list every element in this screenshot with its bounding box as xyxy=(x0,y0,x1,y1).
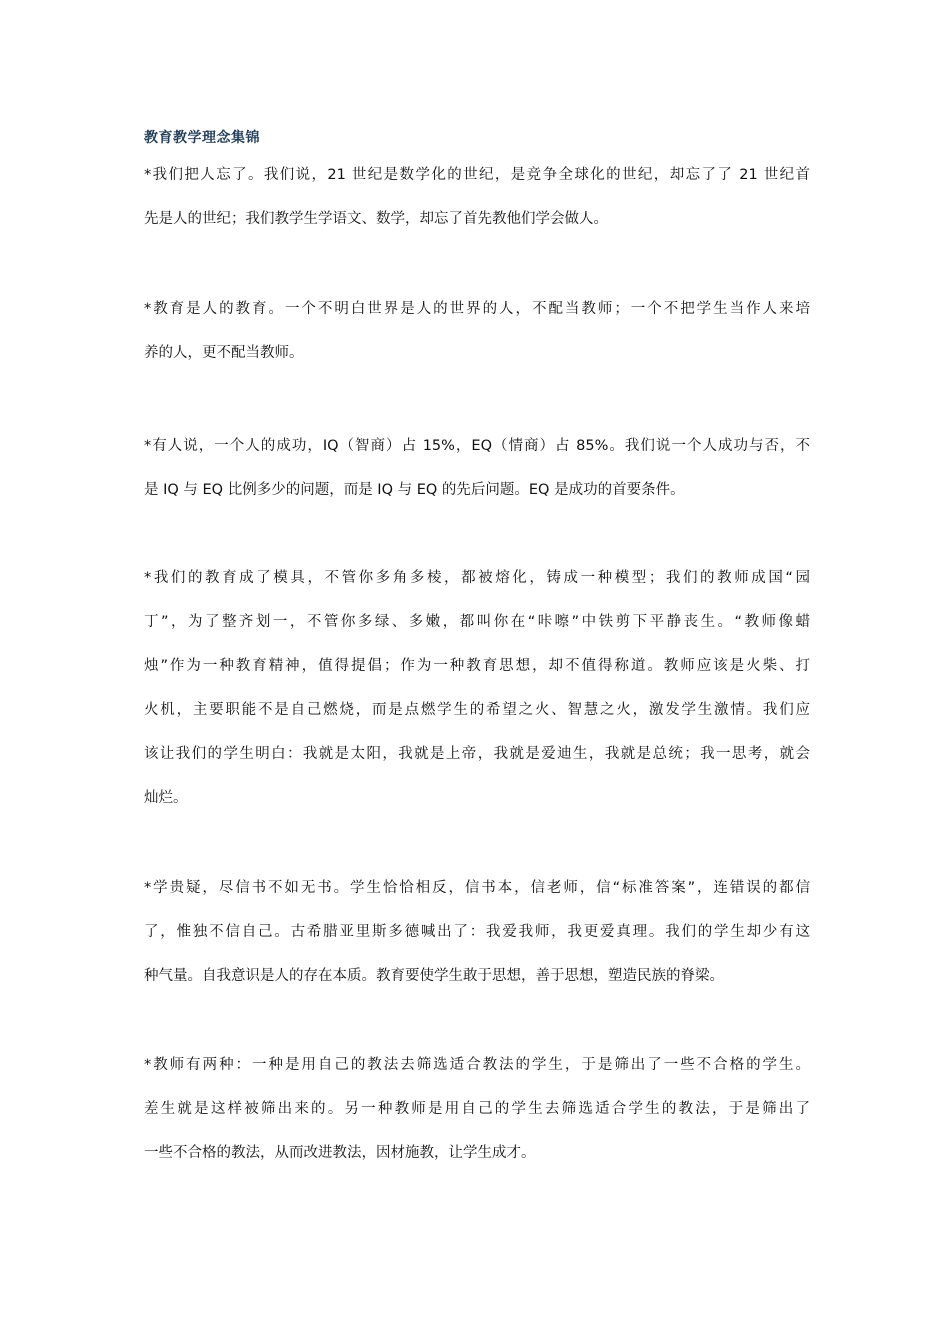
text-line: 灿烂。 xyxy=(144,790,188,806)
text-line: *我们把人忘了。我们说，21 世纪是数学化的世纪，是竞争全球化的世纪，却忘了了 21 世纪首 xyxy=(144,167,810,183)
text-line: *我们的教育成了模具，不管你多角多棱，都被熔化，铸成一种模型；我们的教师成国“园 xyxy=(144,570,810,586)
paragraph-2 xyxy=(144,287,810,375)
paragraph-6 xyxy=(144,1043,810,1175)
paragraph-3 xyxy=(144,424,810,512)
text-line: 先是人的世纪；我们教学生学语文、数学，却忘了首先教他们学会做人。 xyxy=(144,211,608,227)
text-line: 火机，主要职能不是自己燃烧，而是点燃学生的希望之火、智慧之火，激发学生激情。我们应 xyxy=(144,702,810,718)
text-line: 养的人，更不配当教师。 xyxy=(144,345,304,361)
text-line: 一些不合格的教法，从而改进教法，因材施教，让学生成才。 xyxy=(144,1145,536,1161)
text-line: 丁”，为了整齐划一，不管你多绿、多嫩，都叫你在“咔嚓”中铁剪下平静丧生。“教师像蜡 xyxy=(144,614,810,630)
text-line: 是 IQ 与 EQ 比例多少的问题，而是 IQ 与 EQ 的先后问题。EQ 是成功的首要条件。 xyxy=(144,482,685,498)
text-line: 差生就是这样被筛出来的。另一种教师是用自己的学生去筛选适合学生的教法，于是筛出了 xyxy=(144,1101,810,1117)
text-line: *教师有两种：一种是用自己的教法去筛选适合教法的学生，于是筛出了一些不合格的学生。 xyxy=(144,1057,810,1073)
text-line: *学贵疑，尽信书不如无书。学生恰恰相反，信书本，信老师，信“标准答案”，连错误的都信 xyxy=(144,880,810,896)
text-line: 了，惟独不信自己。古希腊亚里斯多德喊出了：我爱我师，我更爱真理。我们的学生却少有这 xyxy=(144,924,810,940)
paragraph-1 xyxy=(144,153,810,241)
text-line: *教育是人的教育。一个不明白世界是人的世界的人，不配当教师；一个不把学生当作人来培 xyxy=(144,301,810,317)
document-title: 教育教学理念集锦 xyxy=(144,130,260,146)
text-line: 该让我们的学生明白：我就是太阳，我就是上帝，我就是爱迪生，我就是总统；我一思考，就会 xyxy=(144,746,810,762)
text-line: 种气量。自我意识是人的存在本质。教育要使学生敢于思想，善于思想，塑造民族的脊梁。 xyxy=(144,968,724,984)
text-line: *有人说，一个人的成功，IQ（智商）占 15%，EQ（情商）占 85%。我们说一个人成功与否，不 xyxy=(144,438,810,454)
paragraph-5 xyxy=(144,866,810,998)
text-line: 烛”作为一种教育精神，值得提倡；作为一种教育思想，却不值得称道。教师应该是火柴、打 xyxy=(144,658,810,674)
paragraph-4 xyxy=(144,556,810,820)
